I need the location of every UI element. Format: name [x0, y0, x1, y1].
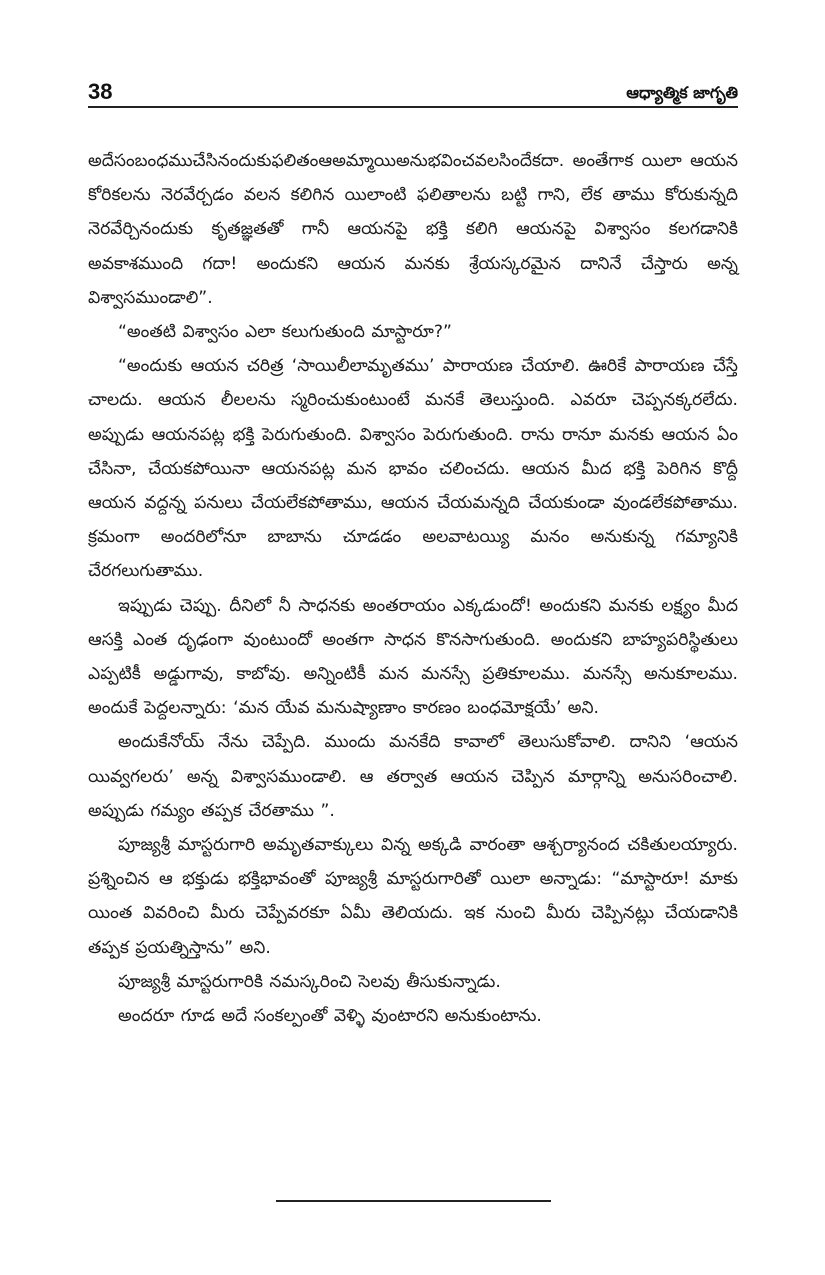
body-text — [88, 144, 738, 1033]
running-title: ఆధ్యాత్మిక జాగృతి — [626, 83, 738, 102]
page-header — [88, 78, 738, 108]
paragraph-2: “అంతటి విశ్వాసం ఎలా కలుగుతుంది మాస్టారూ?” — [118, 322, 452, 343]
header-divider — [88, 106, 738, 108]
paragraph-5: అందుకేనోయ్ నేను చెప్పేది. ముందు మనకేది కావాలో తెలుసుకోవాలి. దానిని ‘ఆయన యివ్వగలరు’ అన్న విశ్వాసముండాలి. ఆ తర్వాత ఆయన చెప్పిన మార్గాన్ని అనుసరించాలి. అప్పుడు గమ్యం తప్పక చేరతాము ”. — [88, 732, 738, 821]
end-of-chapter-rule — [276, 1200, 551, 1202]
paragraph-1: అదేసంబంధముచేసినందుకుఫలితంఆఅమ్మాయిఅనుభవించవలసిందేకదా. అంతేగాక యిలా ఆయన కోరికలను నెరవేర్చడం వలన కలిగిన యిలాంటి ఫలితాలను బట్టి గాని, లేక తాము కోరుకున్నది నెరవేర్చినందుకు కృతజ్ఞతతో గానీ ఆయనపై భక్తి కలిగి ఆయనపై విశ్వాసం కలగడానికి అవకాశముంది గదా! అందుకని ఆయన మనకు శ్రేయస్కరమైన దానినే చేస్తారు అన్న విశ్వాసముండాలి”. — [88, 151, 738, 308]
paragraph-4: ఇప్పుడు చెప్పు. దీనిలో నీ సాధనకు అంతరాయం ఎక్కడుందో! అందుకని మనకు లక్ష్యం మీద ఆసక్తి ఎంత దృఢంగా వుంటుందో అంతగా సాధన కొనసాగుతుంది. అందుకని బాహ్యపరిస్థితులు ఎప్పటికీ అడ్డుగావు, కాబోవు. అన్నింటికీ మన మనస్సే ప్రతికూలము. మనస్సే అనుకూలము. అందుకే పెద్దలన్నారు: ‘మన యేవ మనుష్యాణాం కారణం బంధమోక్షయే’ అని. — [88, 595, 738, 719]
paragraph-7: పూజ్యశ్రీ మాస్టరుగారికి నమస్కరించి సెలవు తీసుకున్నాడు. — [118, 971, 501, 992]
page-number: 38 — [88, 79, 113, 104]
paragraph-3: “అందుకు ఆయన చరిత్ర ‘సాయిలీలామృతము’ పారాయణ చేయాలి. ఊరికే పారాయణ చేస్తే చాలదు. ఆయన లీలలను స్మరించుకుంటుంటే మనకే తెలుస్తుంది. ఎవరూ చెప్పనక్కరలేదు. అప్పుడు ఆయనపట్ల భక్తి పెరుగుతుంది. విశ్వాసం పెరుగుతుంది. రాను రానూ మనకు ఆయన ఏం చేసినా, చేయకపోయినా ఆయనపట్ల మన భావం చలించదు. ఆయన మీద భక్తి పెరిగిన కొద్దీ ఆయన వద్దన్న పనులు చేయలేకపోతాము, ఆయన చేయమన్నది చేయకుండా వుండలేకపోతాము. క్రమంగా అందరిలోనూ బాబాను చూడడం అలవాటయ్యి మనం అనుకున్న గమ్యానికి చేరగలుగుతాము. — [88, 356, 738, 582]
paragraph-8: అందరూ గూడ అదే సంకల్పంతో వెళ్ళి వుంటారని అనుకుంటాను. — [118, 1006, 542, 1027]
paragraph-6: పూజ్యశ్రీ మాస్టరుగారి అమృతవాక్కులు విన్న అక్కడి వారంతా ఆశ్చర్యానంద చకితులయ్యారు. ప్రశ్నించిన ఆ భక్తుడు భక్తిభావంతో పూజ్యశ్రీ మాస్టరుగారితో యిలా అన్నాడు: “మాస్టారూ! మాకు యింత వివరించి మీరు చెప్పేవరకూ ఏమీ తెలియదు. ఇక నుంచి మీరు చెప్పినట్లు చేయడానికి తప్పక ప్రయత్నిస్తాను” అని. — [88, 835, 738, 958]
